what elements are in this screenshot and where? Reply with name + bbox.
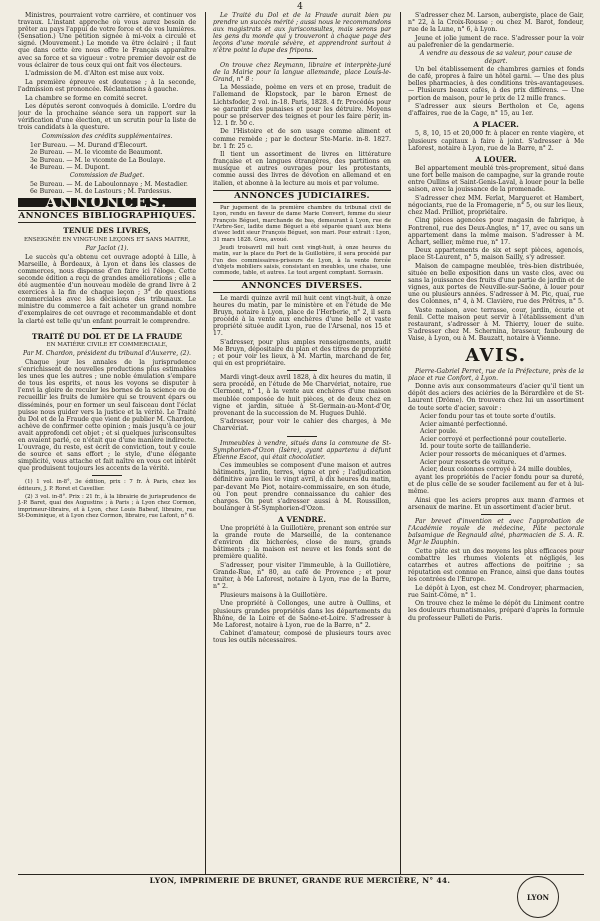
avis-paragraph: Ainsi que les aciers propres aux mann d'armes et arsenaux de marine. Et un assortiment d'acier brut.	[408, 496, 584, 511]
annonce-paragraph: S'adresser aux sieurs Bertholon et Ce, agens d'affaires, rue de la Cage, n° 15, au 1er.	[408, 103, 584, 118]
avendre-paragraph: Une propriété à la Guillotière, prenant son entrée sur la grande route de Marseille, de la contenance d'environ dix bicherées, close de murs, grands bâtiments ; la maison est neuve et les fonds sont de première qualité.	[213, 525, 391, 561]
messiade-paragraph: La Messiade, poème en vers et en prose, traduit de l'allemand de Klopstock, par le baron Ernest de Lichtsfoder, 2 vol. in-18. Paris, 1828. 4 fr. Procédés pour se garantir des punaises et pour les détruire. Moyens pour se préserver des teignes et pour les faire périr, in-12. 1 fr. 50 c.	[213, 84, 391, 127]
column-divider	[400, 12, 401, 874]
diverses-paragraph: S'adresser, pour voir le cahier des charges, à Me Charvériat.	[213, 418, 391, 433]
bureau-item: 5e Bureau. — M. de Laboulonnaye ; M. Mestadier.	[30, 180, 188, 188]
imprint-footer: LYON, IMPRIMERIE DE BRUNET, GRANDE RUE MERCIÈRE, N° 44.	[149, 876, 451, 885]
reymann-announce: On trouve chez Reymann, libraire et interprète-juré de la Mairie pour la langue allemande, place Louis-le-Grand, n° 8 :	[213, 61, 391, 83]
aplacer-paragraph: 5, 8, 10, 15 et 20,000 fr. à placer en rente viagère, et plusieurs capitaux à faire à joint. S'adresser à Me Laforest, notaire à Lyon, rue de la Barre, n° 2.	[408, 130, 584, 152]
tenue-subtitle: ENSEIGNÉE EN VINGT-UNE LEÇONS ET SANS MAITRE,	[23, 236, 191, 243]
avis-item: Id. pour toute sorte de taillanderie.	[420, 443, 531, 451]
bureau-item: 1er Bureau. — M. Durand d'Élecourt.	[30, 141, 148, 149]
vente-text: Jeudi troisavril mil huit cent vingt-huit, à onze heures du matin, sur la place du Port de la Guillotière, il sera procédé par l'un des commissaires-priseurs de Lyon, à la vente forcée d'objets mobiliers saisis, consistant en meubles, une chaise, une commode, table, et autres. Le tout argent comptant. Sorrasin.	[213, 244, 391, 277]
avendre-paragraph: Cabinet d'amateur, composé de plusieurs tours avec tous les outils nécessaires.	[213, 630, 391, 645]
avendre-paragraph: S'adresser, pour visiter l'immeuble, à la Guillotière, Grande-Rue, n° 80, au café de Provence ; et pour traiter, à Me Laforest, notaire à Lyon, rue de la Barre, n° 2.	[213, 562, 391, 591]
avendre-paragraph: Une propriété à Collonges, une autre à Oullins, et plusieurs grandes propriétés dans les départements du Rhône, de la Loire et de Saône-et-Loire. S'adresser à Me Laforest, notaire à Lyon, rue de la Barre, n° 2.	[213, 600, 391, 629]
alouer-paragraph: Bel appartement meublé très-proprement, situé dans une fort belle maison de campagne, sur la grande route entre Oullins et Saint-Genis-Laval, à louer pour la belle saison, avec la jouissance de la promenade.	[408, 164, 584, 194]
avis-paragraph: Par brevet d'invention et avec l'approbation de l'Académie royale de médecine, Pâte pectorale balsamique de Regnauld aîné, pharmacien de S. A. R. Mgr le Dauphin.	[408, 517, 584, 547]
avis-item: Acier poule.	[420, 428, 458, 436]
column-left	[18, 12, 196, 874]
page-number: 4	[297, 2, 303, 12]
avis-paragraph: Cette pâte est un des moyens les plus efficaces pour combattre les rhumes violents et négligés, les catarrhes et autres affections de poitrine ; sa réputation est connue en France, ainsi que dans toutes les contrées de l'Europe.	[408, 547, 584, 584]
column-middle	[213, 12, 391, 874]
assortiment-paragraph: Il tient un assortiment de livres en littérature française et en langues étrangères, des partitions en musique et autres ouvrages pour les protestants, comme aussi des livres de dévotion en allemand et en italien, et abonne à la lecture au mois et par volume.	[213, 151, 391, 187]
separator	[92, 475, 122, 476]
traite-title: TRAITÉ DU DOL ET DE LA FRAUDE	[31, 331, 183, 341]
annonce-title: A vendre au dessous de sa valeur, pour cause de départ.	[419, 50, 573, 65]
judiciaires-text: Par jugement de la première chambre du tribunal civil de Lyon, rendu en faveur de dame Marie Convert, femme du sieur François Béguet, marchande de bas, demeurant à Lyon, rue de l'Arbre-Sec, ladite dame Béguet a été séparée quant aux biens d'avec ledit sieur François Béguet, son mari. Pour extrait : Lyon, 31 mars 1828. Gros, avoué.	[213, 204, 391, 243]
alouer-paragraph: S'adresser chez MM. Ferlat, Margueret et Hambert, négociants, rue de la Fromagerie, n° 5, ou sur les lieux, chez Mad. Prilliot, propriétaire.	[408, 194, 584, 216]
diverses-paragraph: Mardi vingt-deux avril 1828, à dix heures du matin, il sera procédé, en l'étude de Me Charvériat, notaire, rue Clermont, n° 1, à la vente aux enchères d'une maison meublée composée de huit pièces, et de deux chez en vigne et jardin, située à St-Germain-au-Mont-d'Or, provenant de la succession de M. Hugues Duhlé.	[213, 374, 391, 417]
diverses-paragraph: Le mardi quinze avril mil huit cent vingt-huit, à onze heures du matin, par le ministère et en l'étude de Me Bruyn, notaire à Lyon, place de l'Herberie, n° 2, il sera procédé à la vente aux enchères d'une belle et vaste propriété située audit Lyon, rue de l'Arsenal, nos 15 et 17.	[213, 294, 391, 338]
separator	[287, 58, 317, 59]
annonce-paragraph: S'adresser chez M. Larson, aubergiste, place de Gair, n° 22, à la Croix-Rousse ; ou chez M. Barot, fondeur, rue de la Lune, n° 6, à Lyon.	[408, 12, 584, 34]
aplacer-title: A PLACER.	[473, 120, 519, 130]
commission-title: Commission de Budget.	[69, 171, 145, 179]
avis-paragraph: Pierre-Gabriel Perret, rue de la Préfecture, près de la place et rue Confort, à Lyon.	[408, 367, 584, 382]
library-stamp	[517, 876, 559, 918]
seance-line: La chambre se forme en comité secret.	[25, 94, 148, 102]
stamp-label: LYON	[527, 892, 549, 902]
biblio-heading: ANNONCES BIBLIOGRAPHIQUES.	[18, 210, 196, 223]
avis-paragraph: On trouve chez le même le dépôt du Liniment contre les douleurs rhumatismales, préparé d'après la formule du professeur Palleti de Paris.	[408, 600, 584, 622]
column-right	[408, 12, 584, 874]
avis-item: Acier aimanté perfectionné.	[420, 420, 508, 428]
avis-item: Acier fondu pour tas et toute sorte d'outils.	[420, 413, 556, 421]
traite-subtitle: EN MATIÈRE CIVILE ET COMMERCIALE,	[46, 341, 168, 348]
avis-item: Acier pour ressorts de voiture.	[420, 458, 517, 466]
footnote: (1) 1 vol. in-8°, 3e édition, prix : 7 fr. À Paris, chez les éditeurs, J. P. Roret et Cavellier.	[18, 479, 196, 492]
separator	[287, 370, 317, 371]
bureau-item: 2e Bureau. — M. le vicomte de Beaumont.	[30, 149, 163, 157]
avis-item: Acier corroyé et perfectionné pour coutellerie.	[420, 435, 567, 443]
avis-item: Acier pour ressorts de mécaniques et d'armes.	[420, 451, 567, 459]
judiciaires-heading: ANNONCES JUDICIAIRES.	[213, 190, 391, 203]
diverses-paragraph: S'adresser, pour plus amples renseignements, audit Me Bruyn, dépositaire du plan et des titres de propriété ; et pour voir les lieux, à M. Martin, marchand de fer, qui en est propriétaire.	[213, 338, 391, 368]
footnote: (2) 3 vol. in-8°. Prix : 21 fr., à la librairie de jurisprudence de J.-P. Baret, quai des Augustins ; à Paris ; à Lyon chez Cormon, imprimeur-libraire, et à Lyon, chez Louis Babeuf, libraire, rue St-Dominique, et à Lyon chez Cormon, libraire, rue Lafont, n° 6.	[18, 493, 196, 519]
separator	[481, 514, 511, 515]
seance-line: La première épreuve est douteuse ; à la seconde, l'admission est prononcée. Réclamations à gauche.	[18, 78, 196, 93]
alouer-paragraph: Cinq pièces agencées pour magasin de fabrique, à Fontrenol, rue des Deux-Angles, n° 17, avec ou sans un appartement dans la même maison. S'adresser à M. Achart, sellier, même rue, n° 17.	[408, 217, 584, 246]
alouer-paragraph: Maison de campagne meublée, très-bien distribuée, située en belle exposition dans un vaste clos, avec ou sans la jouissance des fruits d'une partie de jardin et de vignes, aux portes de Neuville-sur-Saône, à louer pour une ou plusieurs années. S'adresser à M. Pic, quai, rue des Colonnes, n° 4, à M. Clavière, rue des Prêtres, n° 5.	[408, 263, 584, 306]
traite-conclusion: Le Traité du Dol et de la Fraude aurait bien pu prendre un succès mérité ; aussi nous le recommandons aux magistrats et aux jurisconsultes, mais serons par les gens du monde qui y trouveront à chaque page des leçons d'une morale sévère, et apprendront surtout à n'être point la dupe des fripons.	[213, 12, 391, 55]
tenue-author: Par Jaclot (1).	[85, 245, 129, 253]
tenue-title: TENUE DES LIVRES,	[63, 226, 151, 236]
avis-item: Acier, deux colonnes corroyé à 24 mille doubles,	[420, 466, 572, 474]
bureau-item: 3e Bureau. — M. le vicomte de La Boulaye.	[30, 156, 166, 164]
avendre-paragraph: Plusieurs maisons à la Guillotière.	[220, 591, 328, 599]
annonces-title: ANNONCES.	[18, 198, 196, 207]
avis-paragraph: Le dépôt à Lyon, est chez M. Condroyer, pharmacien, rue Saint-Côme, n° 1.	[408, 584, 584, 599]
seance-line: Les députés seront convoqués à domicile. L'ordre du jour de la prochaine séance sera un rapport sur la vérification d'une élection, et un scrutin pour la liste de trois candidats à la questure.	[18, 103, 196, 132]
traite-text: Chaque jour les annales de la jurisprudence s'enrichissent de nouvelles productions plus estimables les unes que les autres ; une noble émulation s'empare de tous les esprits, et nous les voyons se disputer à l'envi la gloire de reculer les bornes de la science ou de recueillir les fruits de lumière qui se trouvent épars ou disséminés, pour en former un seul faisceau dont l'éclat puisse nous guider vers la justice et la vérité. Le Traité du Dol et de la Fraude que vient de publier M. Chardon, achève de confirmer cette opinion ; mais jusqu'à ce jour avait approfondi cet objet ; et si quelques jurisconsultes en avaient parlé, ce n'était que d'une manière indirecte. L'ouvrage, du reste, est écrit de conviction, tout y coule de source et sans effort ; le style, d'une élégante simplicité, vous attache et fait naître en vous cet intérêt que produisent toujours les accents de la vérité.	[18, 358, 196, 473]
traite-author: Par M. Chardon, président du tribunal d'Auxerre, (2).	[23, 350, 191, 358]
alouer-title: A LOUER.	[475, 154, 517, 164]
bureau-item: 4e Bureau. — M. Dupont.	[30, 164, 110, 172]
avis-title: AVIS.	[465, 344, 527, 366]
tenue-text: Le succès qu'a obtenu cet ouvrage adopté à Lille, à Marseille, à Bordeaux, à Lyon et dans les classes de commerces, nous dispense d'en faire ici l'éloge. Cette seconde édition a reçu de grandes améliorations ; elle a été augmentée d'un nouveau modèle de grand livre à 2 exercices à la fin de chaque leçon ; 3° de questions commerciales avec les décisions des tribunaux. Le ministre du commerce a fait acheter un grand nombre d'exemplaires de cet ouvrage et recommandable et dont la clarté est telle qu'un enfant pourrait le comprendre.	[18, 253, 196, 325]
immeubles-paragraph: Ces immeubles se composent d'une maison et autres bâtiments, jardin, terres, vigne et pré ; l'adjudication définitive aura lieu le vingt avril, à dix heures du matin, par-devant Me Piot, notaire-commissaire, en son étude, où l'on peut prendre connaissance du cahier des charges. On peut s'adresser aussi à M. Roussillon, boulanger à St-Symphorien-d'Ozon.	[213, 462, 391, 512]
histoire-paragraph: De l'Histoire et de son usage comme aliment et comme remède ; par le docteur Ste-Marie. in-8. 1827. br. 1 fr. 25 c.	[213, 128, 391, 150]
diverses-heading: ANNONCES DIVERSES.	[213, 280, 391, 293]
intro-paragraph: Ministres, pourraient votre carrière, et continuer vos travaux. L'instant approche où vous aurez besoin de prêter au pays l'appui de votre force et de vos lumières. (Sensation.) Une pétition signée à mi-voix a circulé et signé. (Mouvement.) Le monde va être éclairé ; il faut que dans cette ère nous offre le Français apparaître avec sa force et sa vigueur : votre premier devoir est de vous éclairer de tous ceux qui ont fait vos électeurs.	[18, 12, 196, 69]
alouer-paragraph: Deux appartements de six et sept pièces, agencés, place St-Laurent, n° 5, maison Sailly, s'y adresser.	[408, 247, 584, 262]
avis-paragraph: Donne avis aux consommateurs d'acier qu'il tient un dépôt des aciers des aciéries de la Bérardière et de St-Laurent (Drôme). On trouvera chez lui un assortiment de toute sorte d'acier, savoir :	[408, 383, 584, 412]
immeubles-title: Immeubles à vendre, situés dans la commune de St-Symphorien-d'Ozon (Isère), ayant appartenu à défunt Étienne Escot, qui était chocolatier.	[213, 439, 391, 461]
annonce-paragraph: Jeune et jolie jument de race. S'adresser pour la voir au palefrenier de la gendarmerie.	[408, 34, 584, 49]
commission-title: Commission des crédits supplémentaires.	[41, 133, 173, 140]
avendre-title: A VENDRE.	[278, 514, 326, 524]
admission-paragraph: L'admission de M. d'Alton est mise aux voix.	[25, 70, 165, 78]
annonce-paragraph: Un bel établissement de chambres garnies et fonds de café, propres à faire un hôtel garni. — Une des plus belles pharmacies, à des conditions très-avantageuses. — Plusieurs beaux cafés, à des prix différens. — Une portion de maison, pour le prix de 12 mille francs.	[408, 66, 584, 102]
footer-rule	[18, 874, 584, 875]
column-divider	[205, 12, 206, 874]
separator	[92, 328, 122, 329]
alouer-paragraph: Vaste maison, avec terrasse, cour, jardin, écurie et fenil. Cette maison peut servir à l'établissement d'un restaurant, s'adresser à M. Thierry, louer de suite. S'adresser chez M. Schernina, brasseur, faubourg de Vaise, à Lyon, ou à M. Bauzatt, notaire à Vienne.	[408, 307, 584, 343]
bureau-item: 6e Bureau. — M. de Lastours ; M. Pardessus.	[30, 188, 172, 196]
avis-paragraph: ayant les propriétés de l'acier fondu pour sa dureté, et de plus celle de se souder facilement au fer et à lui-même.	[408, 473, 584, 496]
separator	[287, 436, 317, 437]
